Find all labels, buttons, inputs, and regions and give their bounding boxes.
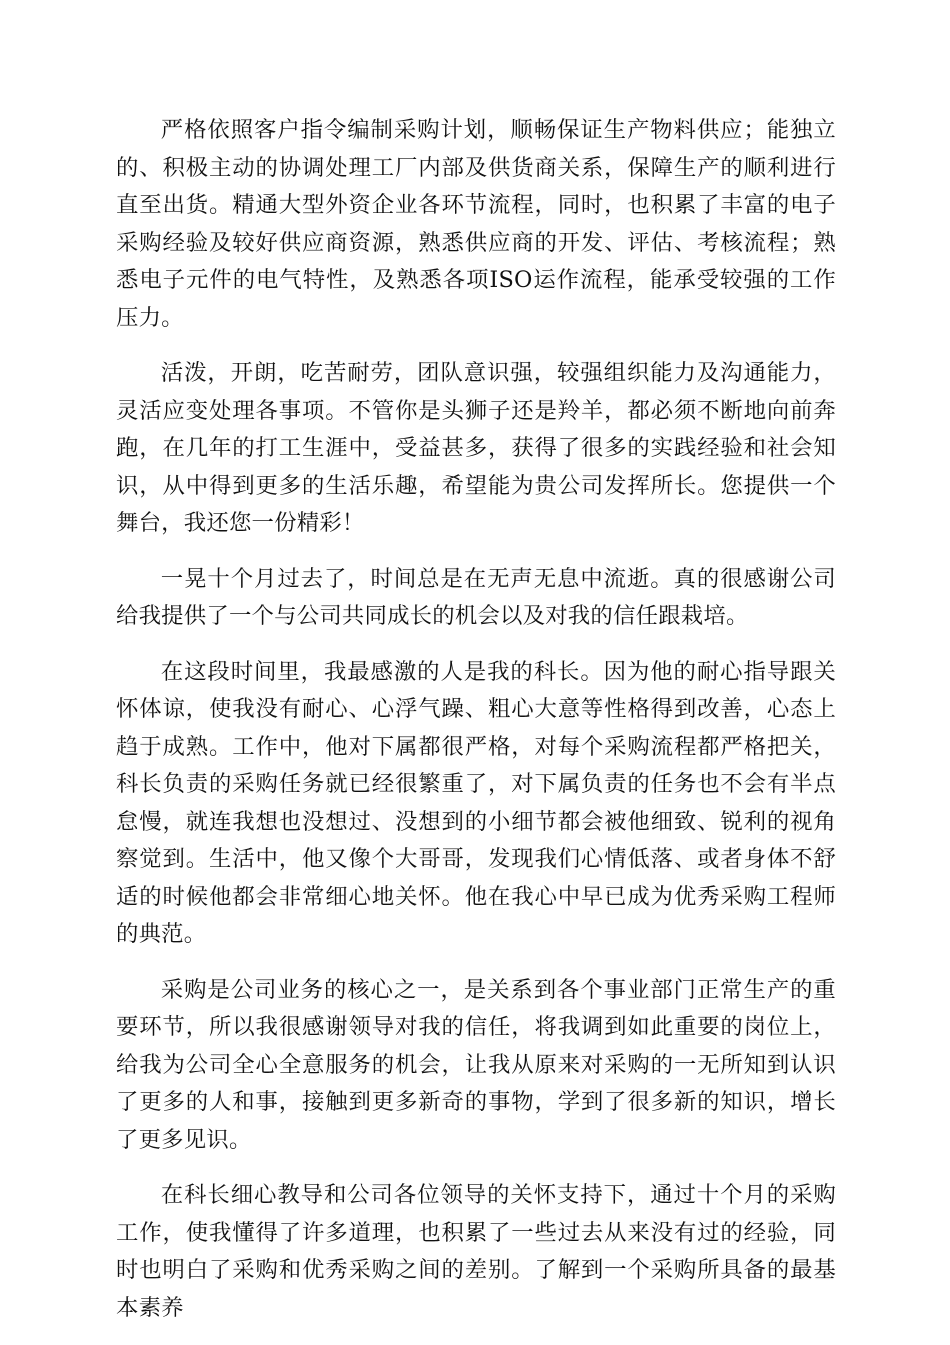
paragraph-4: 在这段时间里，我最感激的人是我的科长。因为他的耐心指导跟关怀体谅，使我没有耐心、心浮气躁、粗心大意等性格得到改善，心态上趋于成熟。工作中，他对下属都很严格，对每个采购流程都严格把关，科长负责的采购任务就已经很繁重了，对下属负责的任务也不会有半点怠慢，就连我想也没想过、没想到的小细节都会被他细致、锐利的视角察觉到。生活中，他又像个大哥哥，发现我们心情低落、或者身体不舒适的时候他都会非常细心地关怀。他在我心中早已成为优秀采购工程师的典范。 <box>116 658 836 947</box>
paragraph-3: 一晃十个月过去了，时间总是在无声无息中流逝。真的很感谢公司给我提供了一个与公司共同成长的机会以及对我的信任跟栽培。 <box>116 565 836 629</box>
paragraph-5: 采购是公司业务的核心之一，是关系到各个事业部门正常生产的重要环节，所以我很感谢领导对我的信任，将我调到如此重要的岗位上，给我为公司全心全意服务的机会，让我从原来对采购的一无所知到认识了更多的人和事，接触到更多新奇的事物，学到了很多新的知识，增长了更多见识。 <box>116 976 836 1153</box>
document-page <box>116 112 836 1345</box>
paragraph-1: 严格依照客户指令编制采购计划，顺畅保证生产物料供应；能独立的、积极主动的协调处理工厂内部及供货商关系，保障生产的顺利进行直至出货。精通大型外资企业各环节流程，同时，也积累了丰富的电子采购经验及较好供应商资源，熟悉供应商的开发、评估、考核流程；熟悉电子元件的电气特性，及熟悉各项ISO运作流程，能承受较强的工作压力。 <box>116 117 836 331</box>
paragraph-6: 在科长细心教导和公司各位领导的关怀支持下，通过十个月的采购工作，使我懂得了许多道理，也积累了一些过去从来没有过的经验，同时也明白了采购和优秀采购之间的差别。了解到一个采购所具备的最基本素养 <box>116 1182 836 1321</box>
paragraph-2: 活泼，开朗，吃苦耐劳，团队意识强，较强组织能力及沟通能力，灵活应变处理各事项。不管你是头狮子还是羚羊，都必须不断地向前奔跑，在几年的打工生涯中，受益甚多，获得了很多的实践经验和社会知识，从中得到更多的生活乐趣，希望能为贵公司发挥所长。您提供一个舞台，我还您一份精彩！ <box>116 360 836 536</box>
